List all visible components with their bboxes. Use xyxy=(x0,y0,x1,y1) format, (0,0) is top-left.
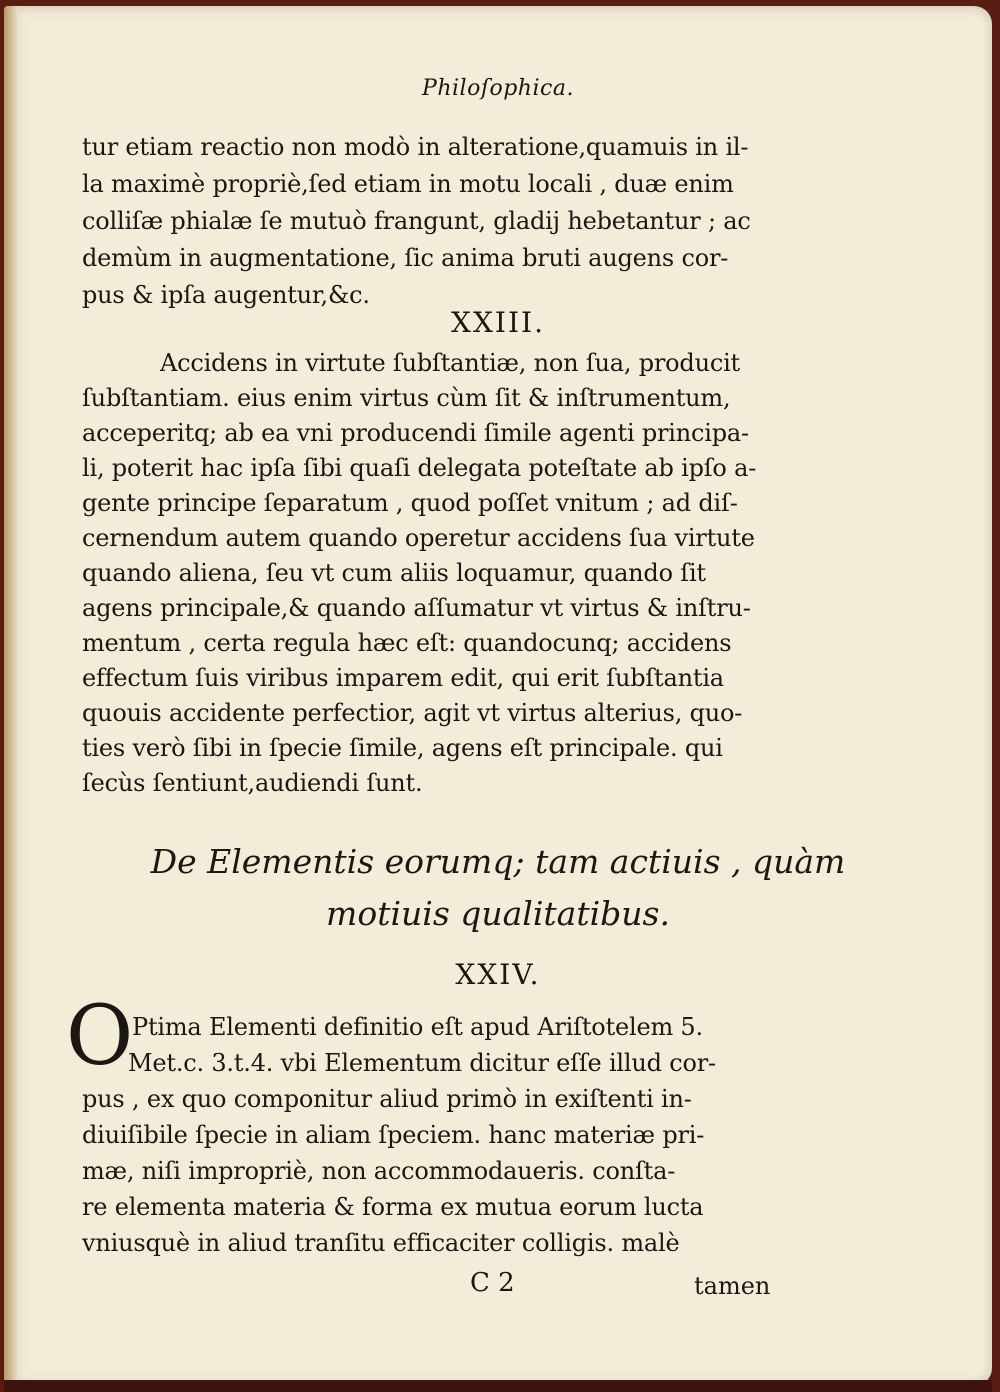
text-line: gente principe ſeparatum , quod poſſet vnitum ; ad diſ- xyxy=(82,489,738,517)
article-heading-xxiv: XXIV. xyxy=(455,958,541,991)
catchword: tamen xyxy=(694,1272,771,1300)
text-line: quando aliena, ſeu vt cum aliis loquamur, quando ſit xyxy=(82,559,706,587)
drop-cap: O xyxy=(66,989,134,1084)
signature-mark: C 2 xyxy=(470,1268,515,1298)
text-line: vniusquè in aliud tranſitu efficaciter colligis. malè xyxy=(82,1229,680,1257)
text-line: li, poterit hac ipſa ſibi quaſi delegata poteſtate ab ipſo a- xyxy=(82,454,757,482)
text-line: ſubſtantiam. eius enim virtus cùm ſit & inſtrumentum, xyxy=(82,384,731,412)
article-heading-xxiii: XXIII. xyxy=(451,306,545,339)
text-line: quouis accidente perfectior, agit vt virtus alterius, quo- xyxy=(82,699,743,727)
text-line: re elementa materia & forma ex mutua eorum lucta xyxy=(82,1193,704,1221)
book-page xyxy=(4,6,992,1386)
section-title-line-1: De Elementis eorumq; tam actiuis , quàm xyxy=(150,842,846,881)
text-line: pus & ipſa augentur,&c. xyxy=(82,281,370,309)
text-line: agens principale,& quando aſſumatur vt virtus & inſtru- xyxy=(82,594,751,622)
text-line: Met.c. 3.t.4. vbi Elementum dicitur eſſe illud cor- xyxy=(128,1049,716,1077)
text-line: cernendum autem quando operetur accidens ſua virtute xyxy=(82,524,755,552)
running-head: Philoſophica. xyxy=(422,76,574,101)
background-edge xyxy=(4,1380,992,1392)
text-line: mæ, niſi impropriè, non accommodaueris. conſta- xyxy=(82,1157,676,1185)
text-line: tur etiam reactio non modò in alteratione,quamuis in il- xyxy=(82,133,749,161)
text-line: Ptima Elementi definitio eſt apud Ariſtotelem 5. xyxy=(132,1013,703,1041)
text-line: la maximè propriè,ſed etiam in motu locali , duæ enim xyxy=(82,170,734,198)
text-line: pus , ex quo componitur aliud primò in exiſtenti in- xyxy=(82,1085,692,1113)
text-line: ſecùs ſentiunt,audiendi ſunt. xyxy=(82,769,423,797)
text-line: effectum ſuis viribus imparem edit, qui erit ſubſtantia xyxy=(82,664,724,692)
text-line: Accidens in virtute ſubſtantiæ, non ſua, producit xyxy=(160,349,741,377)
text-line: ties verò ſibi in ſpecie ſimile, agens eſt principale. qui xyxy=(82,734,723,762)
text-line: demùm in augmentatione, ſic anima bruti augens cor- xyxy=(82,244,729,272)
text-line: mentum , certa regula hæc eſt: quandocunq; accidens xyxy=(82,629,732,657)
section-title-line-2: motiuis qualitatibus. xyxy=(326,894,670,933)
text-line: colliſæ phialæ ſe mutuò frangunt, gladij hebetantur ; ac xyxy=(82,207,751,235)
text-line: diuiſibile ſpecie in aliam ſpeciem. hanc materiæ pri- xyxy=(82,1121,705,1149)
page-gutter xyxy=(4,6,18,1386)
text-line: acceperitq; ab ea vni producendi ſimile agenti principa- xyxy=(82,419,749,447)
